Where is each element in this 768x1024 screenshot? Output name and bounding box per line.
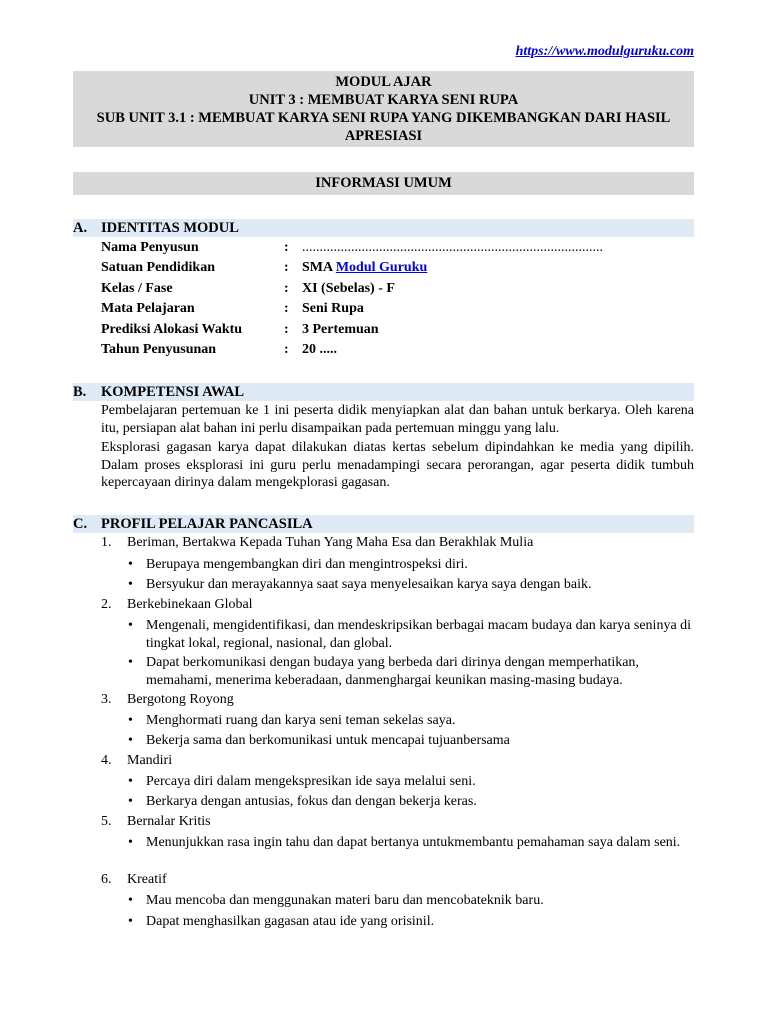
identity-label: Kelas / Fase [101,281,173,296]
identity-value: Seni Rupa [302,301,364,316]
bullet-text: Mengenali, mengidentifikasi, dan mendeskripsikan berbagai macam budaya dan karya seninya di tingkat lokal, regional, nasional, dan global. [146,618,692,651]
bullet-icon: • [128,655,133,670]
item-number: 4. [101,753,112,768]
bullet-icon: • [128,835,133,850]
identity-label: Nama Penyusun [101,240,199,255]
bullet-text: Bersyukur dan merayakannya saat saya menyelesaikan karya saya dengan baik. [146,577,592,592]
bullet-icon: • [128,577,133,592]
identity-value: 20 ..... [302,342,337,357]
identity-label: Tahun Penyusunan [101,342,217,357]
identity-label: Mata Pelajaran [101,301,195,316]
bullet-text: Dapat menghasilkan gagasan atau ide yang orisinil. [146,914,435,929]
section-letter: B. [73,384,87,400]
bullet-text: Dapat berkomunikasi dengan budaya yang berbeda dari dirinya dengan memperhatikan, memahami, menerima keberadaan, danmenghargai keunikan masing-masing budaya. [146,655,639,688]
section-letter: A. [73,220,88,236]
bullet-text: Menghormati ruang dan karya seni teman sekelas saya. [146,713,456,728]
identity-colon: : [284,281,289,296]
bullet-icon: • [128,893,133,908]
bullet-icon: • [128,914,133,929]
title-line: MODUL AJAR [335,74,432,90]
identity-value: ...................................................................................... [302,240,603,255]
bullet-icon: • [128,557,133,572]
informasi-umum-heading: INFORMASI UMUM [73,172,694,195]
item-title: Mandiri [127,753,173,768]
bullet-icon: • [128,794,133,809]
section-letter: C. [73,516,88,532]
modul-guruku-link[interactable]: Modul Guruku [335,260,428,275]
bullet-icon: • [128,713,133,728]
item-title: Kreatif [127,872,167,887]
paragraph: Eksplorasi gagasan karya dapat dilakukan diatas kertas sebelum dipindahkan ke media yang dipilih. Dalam proses eksplorasi ini guru perlu menadampingi secara perorangan, agar peserta didik tumbuh kepercayaan dirinya dalam mengekplorasi gagasan. [101,440,694,490]
identity-value: 3 Pertemuan [302,322,379,337]
identity-colon: : [284,240,289,255]
section-title: PROFIL PELAJAR PANCASILA [101,516,313,532]
bullet-text: Berupaya mengembangkan diri dan mengintrospeksi diri. [146,557,468,572]
section-a-heading [73,219,694,237]
item-number: 3. [101,692,112,707]
title-line: APRESIASI [344,128,423,144]
school-type: SMA [302,260,333,275]
item-number: 6. [101,872,112,887]
identity-colon: : [284,260,289,275]
website-link[interactable]: https://www.modulguruku.com [515,44,694,59]
item-title: Bernalar Kritis [127,814,211,829]
item-number: 5. [101,814,112,829]
item-title: Bergotong Royong [127,692,234,707]
paragraph: Pembelajaran pertemuan ke 1 ini peserta didik menyiapkan alat dan bahan untuk berkarya. Oleh karena itu, persiapan alat bahan ini perlu disampaikan pada pertemuan minggu yang lalu. [101,403,694,436]
title-line: SUB UNIT 3.1 : MEMBUAT KARYA SENI RUPA YANG DIKEMBANGKAN DARI HASIL [96,110,671,126]
item-number: 1. [101,535,112,550]
section-title: IDENTITAS MODUL [101,220,239,236]
identity-colon: : [284,301,289,316]
bullet-text: Percaya diri dalam mengekspresikan ide saya melalui seni. [146,774,476,789]
title-line: UNIT 3 : MEMBUAT KARYA SENI RUPA [248,92,519,108]
item-title: Berkebinekaan Global [127,597,253,612]
identity-label: Prediksi Alokasi Waktu [101,322,243,337]
section-c-heading [73,515,694,533]
module-title-box [73,71,694,147]
bullet-icon: • [128,774,133,789]
bullet-text: Menunjukkan rasa ingin tahu dan dapat bertanya untukmembantu pemahaman saya dalam seni. [146,835,681,850]
bullet-icon: • [128,733,133,748]
bullet-text: Bekerja sama dan berkomunikasi untuk mencapai tujuanbersama [146,733,510,748]
item-title: Beriman, Bertakwa Kepada Tuhan Yang Maha Esa dan Berakhlak Mulia [127,535,534,550]
identity-value: XI (Sebelas) - F [302,281,395,296]
section-title: KOMPETENSI AWAL [101,384,245,400]
bullet-text: Berkarya dengan antusias, fokus dan dengan bekerja keras. [146,794,477,809]
identity-colon: : [284,322,289,337]
identity-label: Satuan Pendidikan [101,260,215,275]
identity-value [302,258,427,278]
identity-colon: : [284,342,289,357]
bullet-icon: • [128,618,133,633]
item-number: 2. [101,597,112,612]
bullet-text: Mau mencoba dan menggunakan materi baru dan mencobateknik baru. [146,893,544,908]
section-b-heading [73,383,694,401]
